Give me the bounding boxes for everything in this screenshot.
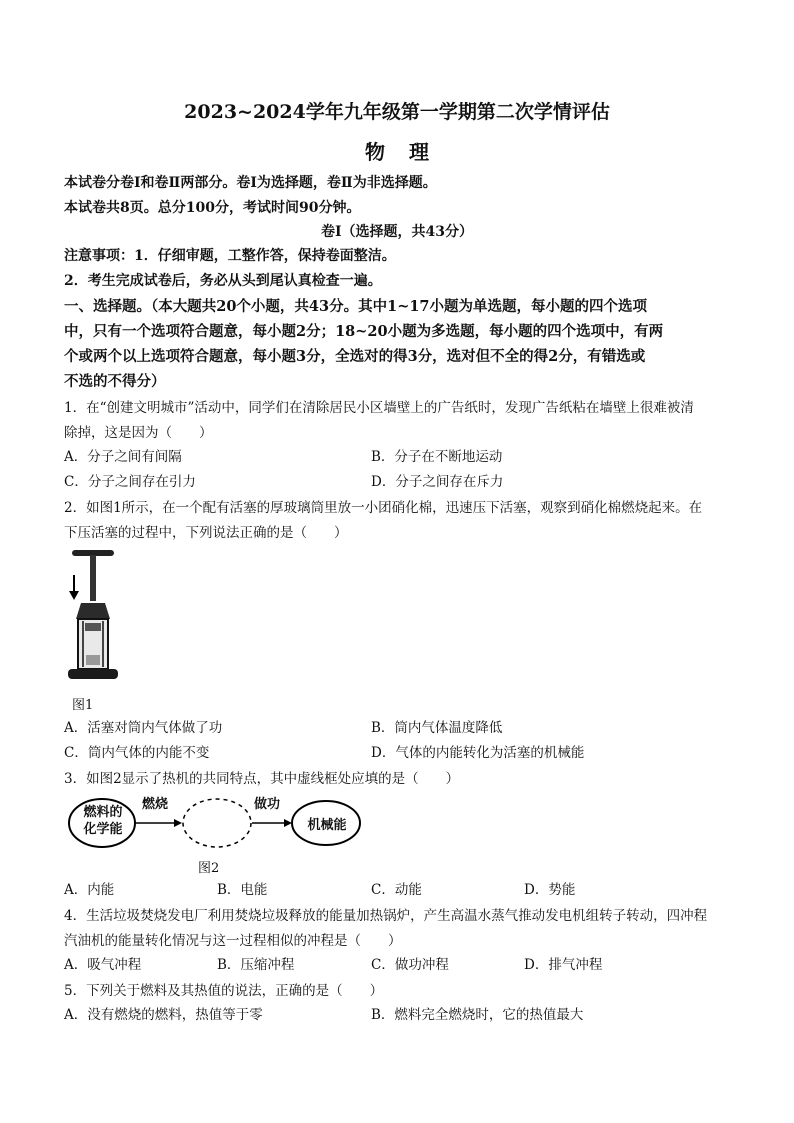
figure-2-label: 图2: [198, 861, 220, 876]
q1-option-c: C．分子之间存在引力: [64, 474, 196, 490]
q4-option-c: C．做功冲程: [371, 957, 449, 973]
subject-char-2: 理: [409, 140, 429, 164]
arrow-label-burning: 燃烧: [142, 797, 169, 812]
intro-line-2: 本试卷共8页。总分100分，考试时间90分钟。: [64, 200, 361, 216]
note-1: 注意事项：1．仔细审题，工整作答，保持卷面整洁。: [64, 248, 396, 264]
q4-option-a: A．吸气冲程: [64, 957, 142, 973]
q1-option-a: A．分子之间有间隔: [64, 449, 182, 465]
right-box-label: 机械能: [307, 818, 347, 833]
cotton-ball: [86, 655, 100, 665]
subject-title: [0, 136, 794, 165]
q3-option-a: A．内能: [64, 882, 115, 898]
q4-option-d: D．排气冲程: [524, 957, 603, 973]
q5-option-b: B．燃料完全燃烧时，它的热值最大: [371, 1007, 584, 1023]
cylinder-cap: [76, 603, 110, 619]
q3-option-b: B．电能: [217, 882, 268, 898]
energy-flow-diagram: [64, 793, 364, 853]
piston-cylinder-figure: [64, 547, 124, 687]
cylinder-base: [68, 669, 118, 679]
q1-stem-line-2: 除掉，这是因为（ ）: [64, 425, 213, 441]
part1-line-1: 一、选择题。（本大题共20个小题，共43分。其中1~17小题为单选题，每小题的四个选项: [64, 298, 648, 315]
q5-option-a: A．没有燃烧的燃料，热值等于零: [64, 1007, 263, 1023]
part1-line-3: 个或两个以上选项符合题意，每小题3分，全选对的得3分，选对但不全的得2分，有错选或: [64, 348, 646, 365]
part1-line-2: 中，只有一个选项符合题意，每小题2分；18~20小题为多选题，每小题的四个选项中，有两: [64, 323, 664, 340]
q3-option-c: C．动能: [371, 882, 422, 898]
q4-stem-line-1: 4．生活垃圾焚烧发电厂利用焚烧垃圾释放的能量加热锅炉，产生高温水蒸气推动发电机组转子转动，四冲程: [64, 908, 708, 924]
part1-line-4: 不选的不得分）: [64, 373, 166, 390]
q1-option-b: B．分子在不断地运动: [371, 449, 503, 465]
left-box-line-1: 燃料的: [83, 805, 123, 820]
q2-option-c: C．筒内气体的内能不变: [64, 745, 210, 761]
q5-stem-line-1: 5．下列关于燃料及其热值的说法，正确的是（ ）: [64, 983, 384, 999]
q2-option-b: B．筒内气体温度降低: [371, 720, 503, 736]
q3-stem-line-1: 3．如图2显示了热机的共同特点，其中虚线框处应填的是（ ）: [64, 771, 460, 787]
subject-char-1: 物: [365, 140, 385, 164]
blank-dashed-ellipse: [183, 799, 251, 847]
q4-option-b: B．压缩冲程: [217, 957, 295, 973]
piston-rod: [90, 555, 96, 601]
q2-stem-line-2: 下压活塞的过程中，下列说法正确的是（ ）: [64, 525, 348, 541]
q4-stem-line-2: 汽油机的能量转化情况与这一过程相似的冲程是（ ）: [64, 933, 402, 949]
q2-stem-line-1: 2．如图1所示，在一个配有活塞的厚玻璃筒里放一小团硝化棉，迅速压下活塞，观察到硝化棉燃烧起来。在: [64, 500, 703, 516]
q3-option-d: D．势能: [524, 882, 576, 898]
left-box-line-2: 化学能: [83, 822, 123, 837]
figure-1-label: 图1: [72, 698, 94, 713]
q1-option-d: D．分子之间存在斥力: [371, 474, 504, 490]
q2-option-a: A．活塞对筒内气体做了功: [64, 720, 223, 736]
piston-head: [85, 623, 101, 631]
q2-option-d: D．气体的内能转化为活塞的机械能: [371, 745, 585, 761]
arrow-label-work: 做功: [254, 797, 281, 812]
arrow-right-icon: [174, 819, 182, 827]
section-title: 卷Ⅰ（选择题，共43分）: [320, 224, 474, 240]
page-title: 2023~2024学年九年级第一学期第二次学情评估: [184, 101, 610, 123]
arrow-right-icon: [284, 819, 292, 827]
intro-line-1: 本试卷分卷Ⅰ和卷Ⅱ两部分。卷Ⅰ为选择题，卷Ⅱ为非选择题。: [64, 175, 437, 191]
q1-stem-line-1: 1．在“创建文明城市”活动中，同学们在清除居民小区墙壁上的广告纸时，发现广告纸粘在墙壁上很难被清: [64, 400, 694, 416]
note-2: 2．考生完成试卷后，务必从头到尾认真检查一遍。: [64, 273, 382, 289]
